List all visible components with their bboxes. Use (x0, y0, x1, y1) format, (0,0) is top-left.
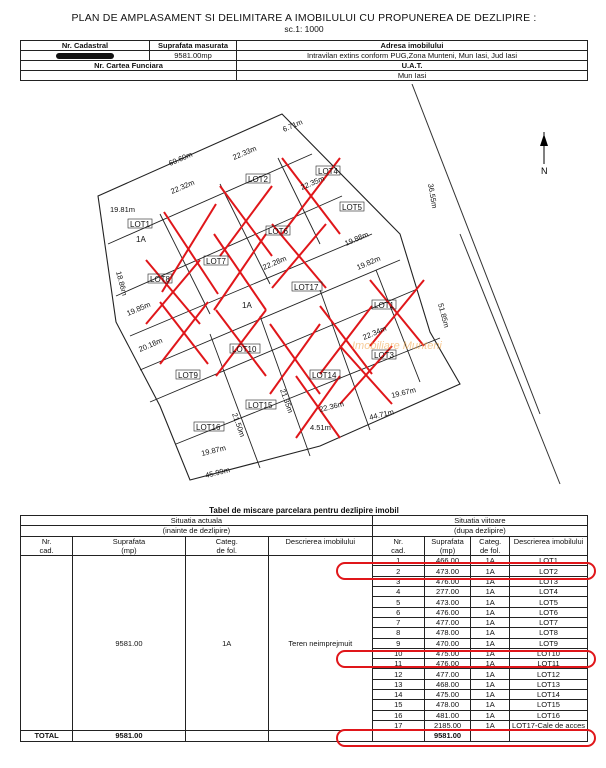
total-future: 9581.00 (424, 731, 471, 741)
highlight-lot1 (336, 562, 596, 580)
row-nr: 11 (372, 659, 424, 669)
lot-label: LOT1 (374, 301, 395, 310)
row-categ: 1A (471, 669, 510, 679)
north-label: N (541, 166, 548, 176)
row-suprafata: 470.00 (424, 638, 471, 648)
lot-label: LOT9 (178, 371, 199, 380)
col-defol: de fol. (185, 546, 268, 556)
row-categ: 1A (471, 607, 510, 617)
lot-label: LOT10 (232, 345, 257, 354)
suprafata-label: Suprafata masurata (150, 41, 237, 51)
lot-label: LOT2 (248, 175, 269, 184)
row-nr: 5 (372, 597, 424, 607)
row-nr: 16 (372, 710, 424, 720)
row-suprafata: 481.00 (424, 710, 471, 720)
uat-value: Mun Iasi (237, 71, 588, 81)
adresa-label: Adresa imobilului (237, 41, 588, 51)
dim-label: 6.71m (281, 117, 304, 134)
row-descr: LOT16 (510, 710, 588, 720)
row-nr: 10 (372, 648, 424, 658)
lot-label: LOT6 (268, 227, 289, 236)
row-suprafata: 468.00 (424, 679, 471, 689)
dim-label: 20.18m (137, 335, 164, 354)
future-sub: (dupa dezlipire) (372, 526, 587, 536)
dim-label: 19.85m (125, 299, 152, 318)
row-suprafata: 466.00 (424, 556, 471, 566)
row-suprafata: 478.00 (424, 700, 471, 710)
row-categ: 1A (471, 576, 510, 586)
dim-label: 19.82m (355, 253, 382, 272)
dim-label: 19.81m (110, 205, 136, 214)
lot-label: LOT4 (318, 167, 339, 176)
watermark: Imobiliare Munteni (352, 340, 442, 352)
row-categ: 1A (471, 679, 510, 689)
actual-suprafata: 9581.00 (73, 556, 185, 731)
actual-descr: Teren neimprejmuit (268, 556, 372, 731)
col-defol: de fol. (471, 546, 510, 556)
row-suprafata: 476.00 (424, 607, 471, 617)
lot-label: LOT15 (248, 401, 273, 410)
actual-nr (21, 556, 73, 731)
row-suprafata: 277.00 (424, 587, 471, 597)
dim-label: 19.87m (200, 443, 227, 458)
row-descr: LOT8 (510, 628, 588, 638)
dim-label: 22.34m (361, 323, 388, 342)
carte-funciara-value (21, 71, 237, 81)
dim-label: 45.99m (204, 465, 231, 480)
total-label: TOTAL (21, 731, 73, 741)
row-descr: LOT3 (510, 576, 588, 586)
row-categ: 1A (471, 638, 510, 648)
lot-label: LOT7 (206, 257, 227, 266)
row-nr: 17 (372, 720, 424, 730)
uat-label: U.A.T. (237, 61, 588, 71)
redaction-mark (56, 53, 114, 59)
dim-label: 36.55m (426, 182, 440, 209)
site-plan-drawing (20, 84, 588, 504)
highlight-lot9 (336, 650, 596, 668)
row-categ: 1A (471, 690, 510, 700)
row-suprafata: 475.00 (424, 648, 471, 658)
row-nr: 7 (372, 617, 424, 627)
row-nr: 4 (372, 587, 424, 597)
col-descr: Descrierea imobilului (268, 536, 372, 546)
row-categ: 1A (471, 587, 510, 597)
row-nr: 1 (372, 556, 424, 566)
row-nr: 15 (372, 700, 424, 710)
dim-label: 19.67m (390, 385, 417, 400)
row-categ: 1A (471, 566, 510, 576)
actual-categ: 1A (185, 556, 268, 731)
row-descr: LOT5 (510, 597, 588, 607)
dim-label: 69.60m (167, 149, 194, 168)
row-suprafata: 473.00 (424, 597, 471, 607)
lot-label: LOT8 (150, 275, 171, 284)
dim-label: 4.51m (310, 423, 331, 432)
row-nr: 13 (372, 679, 424, 689)
actual-sub: (inainte de dezlipire) (21, 526, 373, 536)
highlight-lot16 (336, 729, 596, 747)
row-nr: 8 (372, 628, 424, 638)
row-suprafata: 476.00 (424, 659, 471, 669)
lot-label: LOT5 (342, 203, 363, 212)
lot-categ: 1A (136, 235, 146, 244)
row-suprafata: 477.00 (424, 669, 471, 679)
row-descr: LOT7 (510, 617, 588, 627)
row-nr: 2 (372, 566, 424, 576)
movement-table-title: Tabel de miscare parcelara pentru dezlipire imobil (209, 506, 399, 515)
header-table (20, 40, 588, 81)
row-categ: 1A (471, 617, 510, 627)
row-suprafata: 476.00 (424, 576, 471, 586)
col-mp: (mp) (73, 546, 185, 556)
doc-scale: sc.1: 1000 (284, 24, 324, 34)
row-categ: 1A (471, 628, 510, 638)
row-descr: LOT4 (510, 587, 588, 597)
lot-label: LOT3 (374, 351, 395, 360)
row-descr: LOT9 (510, 638, 588, 648)
dim-label: 22.28m (261, 253, 288, 272)
movement-table (20, 515, 588, 742)
lot-label: LOT14 (312, 371, 337, 380)
col-nr: Nr. (372, 536, 424, 546)
row-suprafata: 2185.00 (424, 720, 471, 730)
adresa-value: Intravilan extins conform PUG,Zona Munteni, Mun Iasi, Jud Iasi (237, 51, 588, 61)
nr-cadastral-value (21, 51, 150, 61)
dim-label: 22.32m (169, 177, 196, 196)
lot-categ: 1A (242, 301, 252, 310)
row-categ: 1A (471, 720, 510, 730)
col-cad: cad. (372, 546, 424, 556)
row-categ: 1A (471, 710, 510, 720)
future-label: Situatia viitoare (372, 516, 587, 526)
dim-label: 22.35m (299, 173, 326, 192)
row-descr: LOT2 (510, 566, 588, 576)
row-suprafata: 477.00 (424, 617, 471, 627)
dim-label: 22.36m (318, 399, 345, 414)
row-categ: 1A (471, 700, 510, 710)
row-descr: LOT1 (510, 556, 588, 566)
lot-label: LOT16 (196, 423, 221, 432)
col-nr: Nr. (21, 536, 73, 546)
dim-label: 51.85m (436, 302, 452, 329)
row-categ: 1A (471, 648, 510, 658)
actual-label: Situatia actuala (21, 516, 373, 526)
col-suprafata: Suprafata (73, 536, 185, 546)
col-categ: Categ. (185, 536, 268, 546)
lot-label: LOT17 (294, 283, 319, 292)
row-descr: LOT15 (510, 700, 588, 710)
row-nr: 3 (372, 576, 424, 586)
col-cad: cad. (21, 546, 73, 556)
row-nr: 6 (372, 607, 424, 617)
carte-funciara-label: Nr. Cartea Funciara (21, 61, 237, 71)
row-descr: LOT17-Cale de acces (510, 720, 588, 730)
suprafata-value: 9581.00mp (150, 51, 237, 61)
lot-label: LOT1 (130, 220, 151, 229)
row-categ: 1A (471, 659, 510, 669)
dim-label: 21.50m (230, 411, 248, 439)
row-nr: 9 (372, 638, 424, 648)
row-descr: LOT13 (510, 679, 588, 689)
dim-label: 18.86m (114, 270, 130, 297)
col-mp: (mp) (424, 546, 471, 556)
row-descr: LOT11 (510, 659, 588, 669)
nr-cadastral-label: Nr. Cadastral (21, 41, 150, 51)
col-suprafata: Suprafata (424, 536, 471, 546)
row-descr: LOT10 (510, 648, 588, 658)
row-suprafata: 473.00 (424, 566, 471, 576)
dim-label: 19.88m (343, 229, 370, 248)
dim-label: 21.35m (278, 387, 296, 415)
dim-label: 22.33m (231, 143, 258, 162)
row-nr: 12 (372, 669, 424, 679)
row-suprafata: 475.00 (424, 690, 471, 700)
dim-label: 44.71m (368, 407, 395, 422)
row-descr: LOT14 (510, 690, 588, 700)
row-suprafata: 478.00 (424, 628, 471, 638)
row-categ: 1A (471, 556, 510, 566)
row-descr: LOT6 (510, 607, 588, 617)
row-descr: LOT12 (510, 669, 588, 679)
total-actual: 9581.00 (73, 731, 185, 741)
row-nr: 14 (372, 690, 424, 700)
row-categ: 1A (471, 597, 510, 607)
doc-title: PLAN DE AMPLASAMENT SI DELIMITARE A IMOBILULUI CU PROPUNEREA DE DEZLIPIRE : (71, 12, 537, 24)
col-categ: Categ. (471, 536, 510, 546)
col-descr: Descrierea imobilului (510, 536, 588, 546)
